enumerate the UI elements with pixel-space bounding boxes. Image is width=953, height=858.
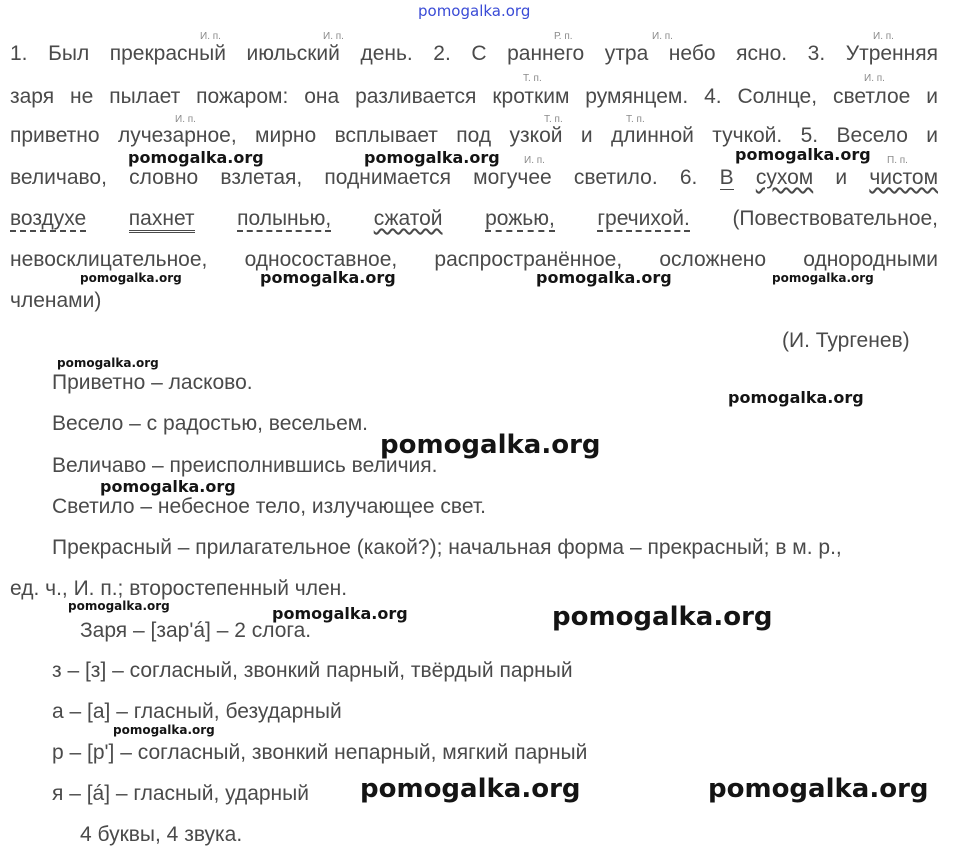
case-annotation: П. п. <box>887 155 908 166</box>
text-line <box>10 166 938 190</box>
text-line: приветно лучезарное, мирно всплывает под узкой и длинной тучкой. 5. Весело и <box>10 124 938 147</box>
adverbial-word: воздухе <box>10 207 87 230</box>
text-line: невосклицательное, односоставное, распространённое, осложнено однородными <box>10 248 938 271</box>
case-annotation: Т. п. <box>544 114 563 125</box>
phonetic-row: р – [р'] – согласный, звонкий непарный, мягкий парный <box>52 741 588 764</box>
case-annotation: И. п. <box>864 73 885 84</box>
object-word: гречихой. <box>597 207 690 230</box>
watermark: pomogalka.org <box>68 599 170 613</box>
case-annotation: Р. п. <box>554 31 573 42</box>
watermark: pomogalka.org <box>380 430 601 460</box>
watermark-top: pomogalka.org <box>418 2 531 20</box>
vocab-item: Светило – небесное тело, излучающее свет. <box>52 495 486 518</box>
vocab-item: Приветно – ласково. <box>52 371 253 394</box>
text-line: членами) <box>10 289 102 312</box>
watermark: pomogalka.org <box>552 602 773 632</box>
watermark: pomogalka.org <box>360 774 581 804</box>
watermark: pomogalka.org <box>364 148 500 167</box>
text-line <box>10 207 938 231</box>
watermark: pomogalka.org <box>536 268 672 287</box>
case-annotation: Т. п. <box>626 114 645 125</box>
vocab-item: Величаво – преисполнившись величия. <box>52 454 438 477</box>
case-annotation: И. п. <box>652 31 673 42</box>
watermark: pomogalka.org <box>80 271 182 285</box>
phonetic-row: а – [а] – гласный, безударный <box>52 700 342 723</box>
watermark: pomogalka.org <box>272 604 408 623</box>
watermark: pomogalka.org <box>708 774 929 804</box>
case-annotation: И. п. <box>200 31 221 42</box>
watermark: pomogalka.org <box>100 477 236 496</box>
case-annotation: И. п. <box>323 31 344 42</box>
phonetic-title: Заря – [зар'á] – 2 слога. <box>80 619 312 642</box>
predicate-word: пахнет <box>129 207 195 233</box>
text-line: заря не пылает пожаром: она разливается кротким румянцем. 4. Солнце, светлое и <box>10 85 938 108</box>
case-annotation: Т. п. <box>523 73 542 84</box>
case-annotation: И. п. <box>175 114 196 125</box>
attribute-word: сухом <box>755 166 814 189</box>
attribute-word: сжатой <box>373 207 443 230</box>
morph-line: Прекрасный – прилагательное (какой?); начальная форма – прекрасный; в м. р., <box>52 536 842 559</box>
object-word: полынью, <box>237 207 332 230</box>
watermark: pomogalka.org <box>113 723 215 737</box>
conjunction: и <box>835 166 848 189</box>
morph-line: ед. ч., И. п.; второстепенный член. <box>10 577 348 600</box>
case-annotation: И. п. <box>873 31 894 42</box>
phonetic-row: з – [з] – согласный, звонкий парный, твёрдый парный <box>52 659 573 682</box>
text-segment: (Повествовательное, <box>732 207 939 230</box>
watermark: pomogalka.org <box>57 356 159 370</box>
object-word: рожью, <box>485 207 555 230</box>
watermark: pomogalka.org <box>128 148 264 167</box>
preposition: В <box>719 166 734 189</box>
case-annotation: И. п. <box>524 155 545 166</box>
attribute-word: чистом <box>869 166 939 189</box>
watermark: pomogalka.org <box>260 268 396 287</box>
phonetic-summary: 4 буквы, 4 звука. <box>80 823 243 846</box>
watermark: pomogalka.org <box>728 388 864 407</box>
author: (И. Тургенев) <box>782 329 910 352</box>
vocab-item: Весело – с радостью, весельем. <box>52 412 369 435</box>
watermark: pomogalka.org <box>772 271 874 285</box>
phonetic-row: я – [á] – гласный, ударный <box>52 782 309 805</box>
text-segment: величаво, словно взлетая, поднимается могучее светило. 6. <box>10 166 698 189</box>
text-line: 1. Был прекрасный июльский день. 2. С раннего утра небо ясно. 3. Утренняя <box>10 42 938 65</box>
watermark: pomogalka.org <box>735 145 871 164</box>
